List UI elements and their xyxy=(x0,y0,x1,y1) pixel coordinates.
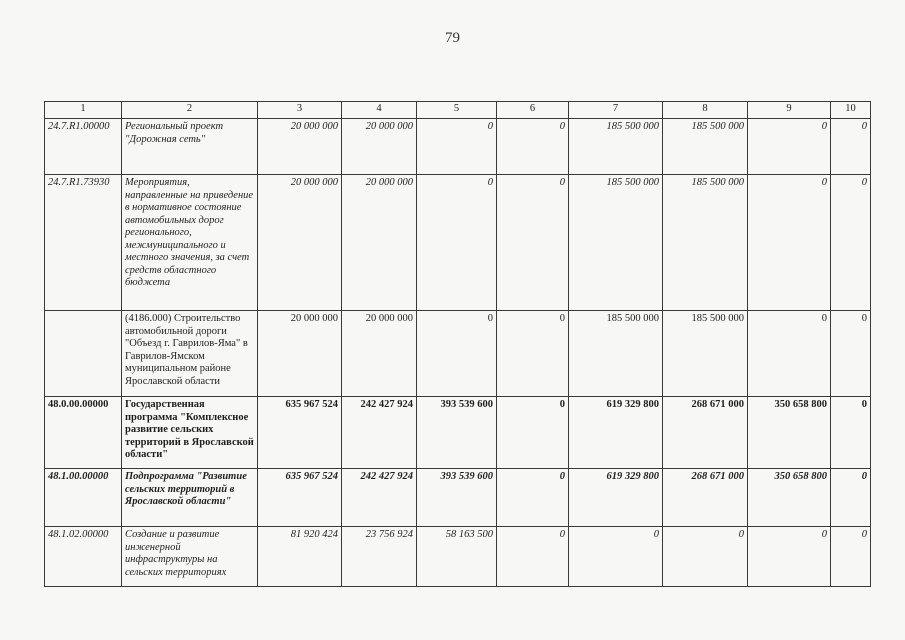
table-cell: 81 920 424 xyxy=(258,527,342,587)
table-row xyxy=(45,311,871,397)
row-code xyxy=(45,311,122,397)
column-header: 9 xyxy=(748,102,831,119)
column-header: 8 xyxy=(663,102,748,119)
row-code: 48.1.00.00000 xyxy=(45,469,122,527)
table-cell: 393 539 600 xyxy=(417,397,497,469)
table-cell: 20 000 000 xyxy=(342,175,417,311)
table-cell: 20 000 000 xyxy=(258,119,342,175)
page-number: 79 xyxy=(445,30,460,46)
table-cell: 20 000 000 xyxy=(258,175,342,311)
row-name: Государственная программа "Комплексное развитие сельских территорий в Ярославской области" xyxy=(122,397,258,469)
table-cell: 268 671 000 xyxy=(663,397,748,469)
table-cell: 0 xyxy=(417,175,497,311)
column-header: 4 xyxy=(342,102,417,119)
row-code: 24.7.R1.00000 xyxy=(45,119,122,175)
table-cell: 0 xyxy=(748,119,831,175)
row-name: Региональный проект "Дорожная сеть" xyxy=(122,119,258,175)
table-cell: 0 xyxy=(497,469,569,527)
table-cell: 185 500 000 xyxy=(663,311,748,397)
table-cell: 242 427 924 xyxy=(342,469,417,527)
table-cell: 0 xyxy=(497,119,569,175)
table-row xyxy=(45,469,871,527)
table-cell: 0 xyxy=(663,527,748,587)
table-cell: 0 xyxy=(831,119,871,175)
table-cell: 0 xyxy=(417,119,497,175)
table-cell: 0 xyxy=(497,397,569,469)
column-header: 7 xyxy=(569,102,663,119)
table-row xyxy=(45,175,871,311)
column-header: 10 xyxy=(831,102,871,119)
table-cell: 350 658 800 xyxy=(748,397,831,469)
table-cell: 185 500 000 xyxy=(663,175,748,311)
table-cell: 185 500 000 xyxy=(569,311,663,397)
table-cell: 23 756 924 xyxy=(342,527,417,587)
row-name: Мероприятия, направленные на приведение в нормативное состояние автомобильных дорог регионального, межмуниципального и местного значения, за счет средств областного бюджета xyxy=(122,175,258,311)
table-cell: 0 xyxy=(831,175,871,311)
row-name: Создание и развитие инженерной инфраструктуры на сельских территориях xyxy=(122,527,258,587)
table-row xyxy=(45,527,871,587)
row-code: 48.1.02.00000 xyxy=(45,527,122,587)
table-cell: 0 xyxy=(748,527,831,587)
table-cell: 0 xyxy=(831,527,871,587)
table-cell: 0 xyxy=(497,311,569,397)
table-cell: 635 967 524 xyxy=(258,397,342,469)
table-cell: 0 xyxy=(831,469,871,527)
table-row xyxy=(45,397,871,469)
table-cell: 0 xyxy=(831,397,871,469)
table-cell: 0 xyxy=(831,311,871,397)
row-name: Подпрограмма "Развитие сельских территорий в Ярославской области" xyxy=(122,469,258,527)
table-row xyxy=(45,119,871,175)
table-cell: 0 xyxy=(569,527,663,587)
header-row xyxy=(45,102,871,119)
table-cell: 185 500 000 xyxy=(569,119,663,175)
table-cell: 393 539 600 xyxy=(417,469,497,527)
budget-table xyxy=(44,101,871,587)
table-cell: 185 500 000 xyxy=(569,175,663,311)
table-cell: 350 658 800 xyxy=(748,469,831,527)
column-header: 5 xyxy=(417,102,497,119)
table-cell: 20 000 000 xyxy=(342,311,417,397)
table-cell: 268 671 000 xyxy=(663,469,748,527)
table-cell: 58 163 500 xyxy=(417,527,497,587)
row-name: (4186.000) Строительство автомобильной дороги "Объезд г. Гаврилов-Яма" в Гаврилов-Ямском муниципальном районе Ярославской области xyxy=(122,311,258,397)
column-header: 6 xyxy=(497,102,569,119)
table-cell: 0 xyxy=(748,311,831,397)
column-header: 3 xyxy=(258,102,342,119)
table-cell: 619 329 800 xyxy=(569,469,663,527)
table-cell: 242 427 924 xyxy=(342,397,417,469)
table-cell: 20 000 000 xyxy=(258,311,342,397)
table-cell: 0 xyxy=(497,175,569,311)
table-cell: 0 xyxy=(748,175,831,311)
row-code: 24.7.R1.73930 xyxy=(45,175,122,311)
table-cell: 185 500 000 xyxy=(663,119,748,175)
table-cell: 635 967 524 xyxy=(258,469,342,527)
table-cell: 0 xyxy=(417,311,497,397)
column-header: 2 xyxy=(122,102,258,119)
table-cell: 0 xyxy=(497,527,569,587)
table-cell: 619 329 800 xyxy=(569,397,663,469)
column-header: 1 xyxy=(45,102,122,119)
table-cell: 20 000 000 xyxy=(342,119,417,175)
row-code: 48.0.00.00000 xyxy=(45,397,122,469)
